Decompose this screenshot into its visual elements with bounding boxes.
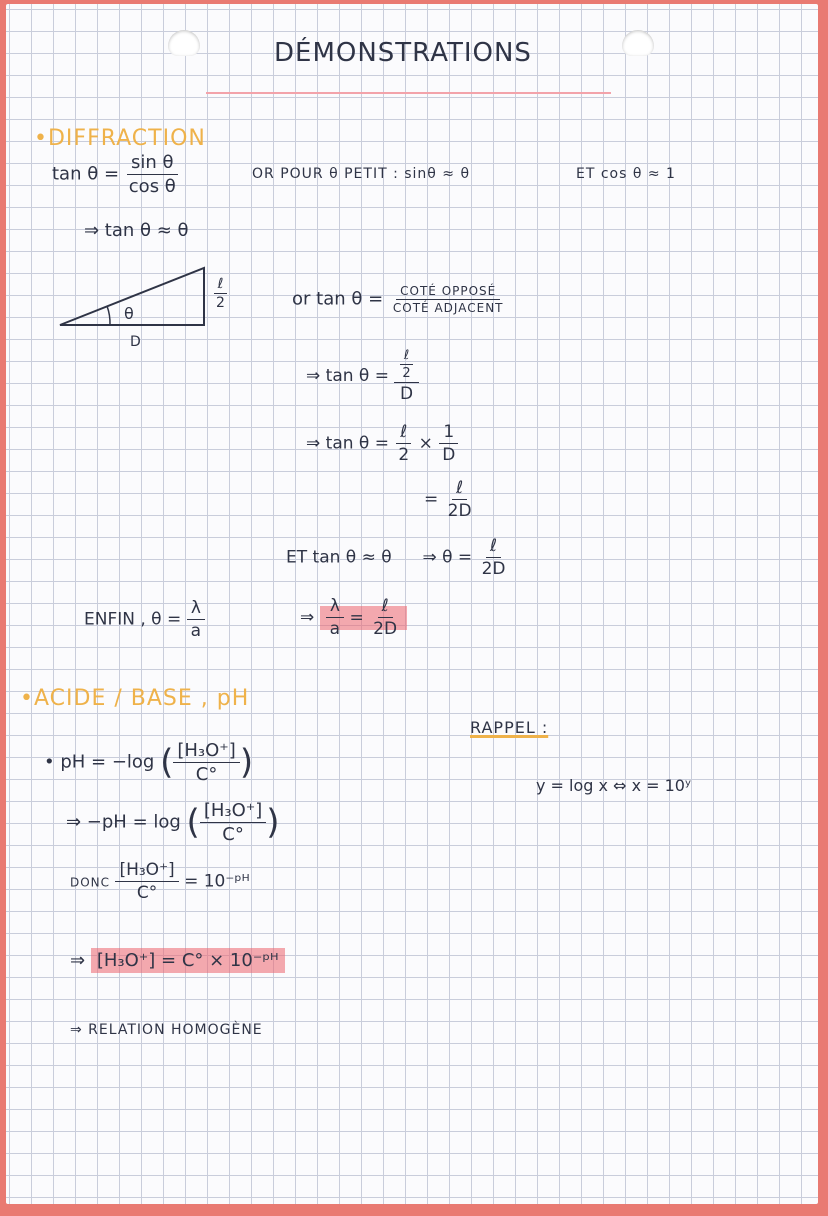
enfin-label: ENFIN , θ = [84, 609, 182, 630]
final-r-num: ℓ [378, 596, 393, 618]
tan-approx-line: ⇒ tan θ ≈ θ [84, 220, 189, 241]
step3-fraction [444, 478, 476, 521]
et-line-a: ET tan θ ≈ θ [286, 547, 392, 568]
et-line-b: ⇒ θ = [422, 547, 473, 568]
bullet-dot: • [20, 686, 34, 711]
et-fraction [478, 536, 510, 579]
ph-definition: • pH = −log ( $\frac{\text{[H₃O⁺]}}{C^\circ}$ ) [44, 740, 254, 785]
minus-ph-fraction [200, 800, 266, 845]
step1-equation [306, 348, 419, 404]
donc-line [70, 860, 250, 903]
acid-base-result [70, 950, 285, 971]
ph-num: [H₃O⁺] [173, 740, 239, 763]
step1-numerator [394, 348, 418, 383]
result-highlight: [H₃O⁺] = C° × 10⁻ᵖᴴ [91, 948, 285, 973]
section-heading-diffraction [34, 126, 206, 151]
step1-denominator: D [399, 384, 414, 404]
enfin-num: λ [187, 598, 205, 620]
tan-lhs: tan θ = [52, 163, 120, 185]
step1-lhs: ⇒ tan θ = [306, 366, 389, 386]
ph-lhs: • pH = −log [44, 751, 155, 773]
diffraction-heading-text: DIFFRACTION [47, 126, 206, 151]
donc-num: [H₃O⁺] [115, 860, 178, 882]
tan-definition [52, 152, 180, 197]
tan-denominator: cos θ [128, 176, 176, 197]
step3-equation [424, 478, 476, 521]
enfin-den: a [190, 621, 202, 641]
section-heading-acid-base [20, 686, 249, 711]
step3-den: 2D [447, 501, 472, 521]
or-tan-text: or tan θ = [292, 288, 384, 310]
triangle-opposite-label [212, 276, 229, 311]
et-den: 2D [481, 559, 506, 579]
step2-f2-den: D [442, 445, 456, 465]
step1-fraction [394, 348, 418, 404]
result-arrow: ⇒ [70, 950, 86, 971]
acid-base-heading-text: ACIDE / BASE , pH [33, 686, 250, 711]
step2-times: × [418, 433, 433, 454]
rappel-formula: y = log x ⇔ x = 10ʸ [536, 776, 691, 795]
step2-lhs: ⇒ tan θ = [306, 433, 389, 454]
final-l-num: λ [326, 596, 344, 618]
cote-adjacent: COTÉ ADJACENT [392, 301, 504, 315]
donc-label: DONC [70, 875, 111, 890]
relation-homogene: ⇒ RELATION HOMOGÈNE [70, 1022, 263, 1038]
step2-fraction2 [438, 422, 459, 465]
donc-fraction [115, 860, 178, 903]
tan-ratio-definition [292, 284, 508, 315]
title-underline [206, 92, 611, 94]
donc-rhs: = 10⁻ᵖᴴ [184, 871, 250, 892]
cote-fraction [389, 284, 508, 315]
minus-ph-den: C° [222, 824, 244, 845]
final-left-fraction [326, 596, 344, 639]
step3-eq: = [424, 489, 439, 510]
punch-hole-left [168, 30, 200, 56]
punch-hole-right [622, 30, 654, 56]
step2-f1-num: ℓ [396, 422, 411, 444]
step1-num-bot: 2 [402, 366, 411, 381]
enfin-fraction [187, 598, 205, 641]
cote-oppose: COTÉ OPPOSÉ [396, 284, 500, 300]
donc-den: C° [136, 883, 158, 903]
step2-equation [306, 422, 459, 465]
ph-den: C° [195, 764, 218, 785]
et-num: ℓ [486, 536, 501, 558]
small-angle-note: OR POUR θ PETIT : sinθ ≈ θ [252, 166, 471, 182]
ph-fraction [173, 740, 239, 785]
enfin-line [84, 598, 205, 641]
minus-ph-line: ⇒ −pH = log ( $\frac{\text{[H₃O⁺]}}{C^\circ}$ ) [66, 800, 280, 845]
step3-num: ℓ [452, 478, 467, 500]
bullet-dot: • [34, 126, 48, 151]
triangle-side-num: ℓ [214, 276, 228, 294]
triangle-angle-label: θ [124, 304, 134, 323]
et-theta-line [286, 536, 509, 579]
final-highlight [320, 596, 407, 639]
triangle-base-label: D [130, 334, 141, 350]
tan-numerator: sin θ [127, 152, 178, 175]
step2-fraction1 [394, 422, 413, 465]
minus-ph-num: [H₃O⁺] [200, 800, 266, 823]
tan-fraction [125, 152, 180, 197]
rappel-label: RAPPEL : [470, 718, 549, 737]
cos-approx-note: ET cos θ ≈ 1 [576, 166, 676, 182]
step2-f1-den: 2 [398, 445, 410, 465]
triangle-side-den: 2 [216, 295, 225, 311]
step1-num-top: ℓ [400, 348, 413, 365]
final-l-den: a [329, 619, 341, 639]
angle-arc [107, 306, 110, 325]
final-right-fraction [369, 596, 401, 639]
minus-ph-lhs: ⇒ −pH = log [66, 811, 181, 833]
final-r-den: 2D [373, 619, 398, 639]
final-result-diffraction [300, 596, 407, 639]
notebook-page [6, 4, 818, 1204]
step2-f2-num: 1 [439, 422, 458, 444]
final-arrow: ⇒ [300, 607, 315, 628]
final-eq: = [349, 607, 364, 628]
page-title: DÉMONSTRATIONS [274, 38, 532, 68]
